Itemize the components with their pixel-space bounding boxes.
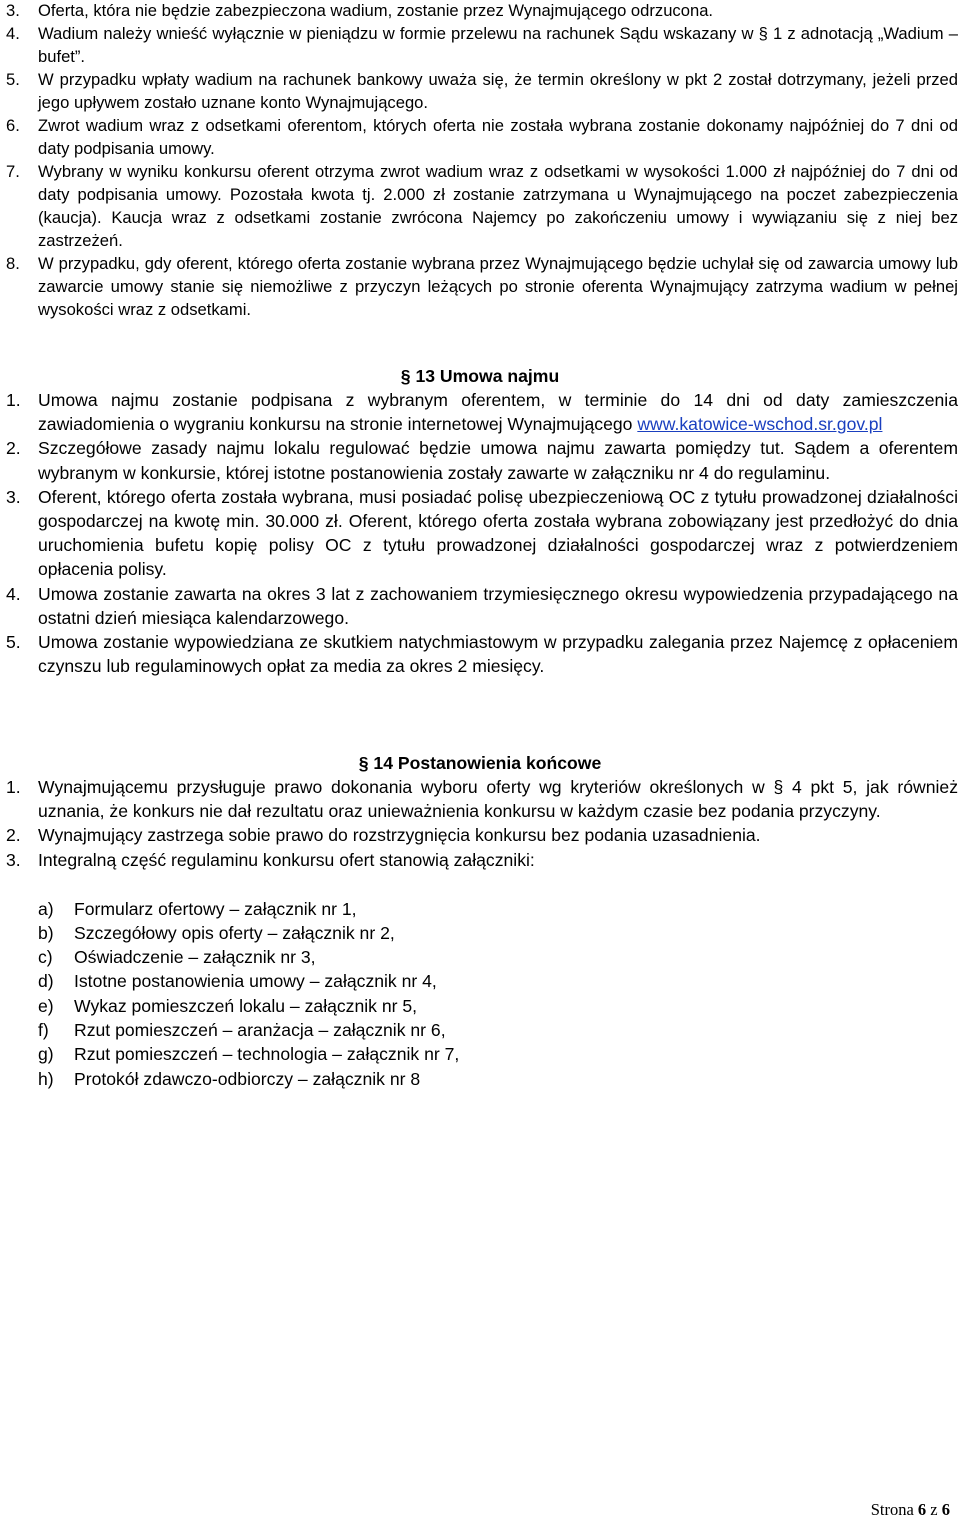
item-text: Wynajmujący zastrzega sobie prawo do rozstrzygnięcia konkursu bez podania uzasadnienia. [38,825,761,846]
attachment-letter: e) [38,996,54,1016]
item-text: Wynajmującemu przysługuje prawo dokonania wyboru oferty wg kryteriów określonych w § 4 pkt 5, jak również uznania, że konkurs nie dał rezultatu oraz unieważnienia konkursu w każdym czasie bez podania przyczyny. [38,777,958,822]
list-item [0,388,958,436]
item-text: Wadium należy wnieść wyłącznie w pieniądzu w formie przelewu na rachunek Sądu wskazany w § 1 z adnotacją „Wadium – bufet”. [38,24,958,66]
item-text: W przypadku, gdy oferent, którego oferta zostanie wybrana przez Wynajmującego będzie uchylał się od zawarcia umowy lub zawarcie umowy stanie się niemożliwe z przyczyn leżących po stronie oferenta Wynajmujący zatrzyma wadium w pełnej wysokości wraz z odsetkami. [38,254,958,319]
attachment-item [38,1067,420,1091]
list-item [0,848,958,872]
list-item [0,582,958,630]
item-text: Oferent, którego oferta została wybrana, musi posiadać polisę ubezpieczeniową OC z tytułu prowadzonej działalności gospodarczej na kwotę min. 30.000 zł. Oferent, którego oferta została wybrana zobowiązany jest przedłożyć do dnia uruchomienia bufetu kopię polisy OC z tytułu prowadzonej działalności gospodarczej wraz z potwierdzeniem opłacenia polisy. [38,486,958,580]
item-text: Umowa zostanie wypowiedziana ze skutkiem natychmiastowym w przypadku zalegania przez Najemcę z opłaceniem czynszu lub regulaminowych opłat za media za okres 2 miesięcy. [38,632,958,677]
attachment-item [38,969,437,993]
item-text: Wybrany w wyniku konkursu oferent otrzyma zwrot wadium wraz z odsetkami w wysokości 1.000 zł najpóźniej do 7 dni od daty podpisania umowy. Pozostała kwota tj. 2.000 zł zostanie zatrzymana u Wynajmującego na poczet zabezpieczenia (kaucja). Kaucja wraz z odsetkami zostanie zwrócona Najemcy po zakończeniu umowy i wywiązaniu się z niej bez zastrzeżeń. [38,162,958,250]
item-text: Oferta, która nie będzie zabezpieczona wadium, zostanie przez Wynajmującego odrzucona. [38,1,714,20]
item-text: Zwrot wadium wraz z odsetkami oferentom, których oferta nie została wybrana zostanie dokonamy najpóźniej do 7 dni od daty podpisania umowy. [38,116,958,158]
item-number: 2. [6,825,21,846]
section-14-heading: § 14 Postanowienia końcowe [358,753,602,773]
website-link[interactable]: www.katowice-wschod.sr.gov.pl [637,414,883,435]
list-item [0,114,958,160]
attachment-letter: g) [38,1044,54,1064]
item-number: 5. [6,632,21,653]
attachment-item [38,1042,459,1066]
section-wadium-list [0,0,960,321]
attachment-text: Rzut pomieszczeń – aranżacja – załącznik nr 6, [74,1020,446,1040]
attachment-item [38,945,316,969]
attachment-item [38,897,357,921]
list-item [0,68,958,114]
item-number: 1. [6,777,21,797]
item-text: Integralną część regulaminu konkursu ofert stanowią załączniki: [38,849,535,870]
attachment-letter: h) [38,1069,54,1089]
item-text: W przypadku wpłaty wadium na rachunek bankowy uważa się, że termin określony w pkt 2 został dotrzymany, jeżeli przed jego upływem zostało uznane konto Wynajmującego. [38,70,958,112]
attachment-text: Formularz ofertowy – załącznik nr 1, [74,899,357,919]
attachment-text: Istotne postanowienia umowy – załącznik nr 4, [74,971,437,991]
attachment-item [38,921,395,945]
item-number: 6. [6,116,20,135]
list-item [0,160,958,252]
item-number: 7. [6,162,20,181]
item-text: Umowa zostanie zawarta na okres 3 lat z zachowaniem trzymiesięcznego okresu wypowiedzenia przypadającego na ostatni dzień miesiąca kalendarzowego. [38,583,958,628]
item-number: 4. [6,24,20,43]
item-number: 5. [6,70,20,89]
item-number: 8. [6,254,20,273]
attachment-item [38,994,417,1018]
item-number: 2. [6,438,21,459]
page-number-footer [871,1500,950,1520]
list-item [0,436,958,484]
attachment-letter: b) [38,923,54,943]
page-total: 6 [941,1500,950,1519]
list-item [0,0,958,22]
section-13-heading: § 13 Umowa najmu [400,366,560,386]
list-item [0,775,958,823]
page-current: 6 [917,1500,927,1519]
list-item [0,630,958,678]
list-item [0,252,958,321]
attachment-text: Oświadczenie – załącznik nr 3, [74,947,316,967]
list-item [0,823,958,847]
list-item [0,485,958,582]
item-number: 3. [6,849,21,870]
item-number: 3. [6,486,21,507]
item-number: 3. [6,1,20,20]
attachment-text: Szczegółowy opis oferty – załącznik nr 2, [74,923,395,943]
section-13-list [0,388,960,678]
page-label: Strona [870,1500,914,1519]
attachment-letter: d) [38,971,54,991]
attachment-item [38,1018,446,1042]
item-number: 4. [6,583,21,604]
attachment-letter: a) [38,899,54,919]
item-number: 1. [6,390,21,410]
attachment-text: Wykaz pomieszczeń lokalu – załącznik nr 5, [74,996,418,1016]
page-separator: z [930,1500,938,1519]
list-item [0,22,958,68]
attachment-letter: f) [38,1020,49,1040]
item-text: Umowa najmu zostanie podpisana z wybranym oferentem, w terminie do 14 dni od daty zamieszczenia zawiadomienia o wygraniu konkursu na stronie internetowej Wynajmującego [38,390,958,435]
attachment-text: Rzut pomieszczeń – technologia – załącznik nr 7, [74,1044,460,1064]
attachment-letter: c) [38,947,53,967]
item-text: Szczegółowe zasady najmu lokalu regulować będzie umowa najmu zawarta pomiędzy tut. Sądem a oferentem wybranym w konkursie, której istotne postanowienia zostały zawarte w załączniku nr 4 do regulaminu. [38,438,958,483]
section-14-list [0,775,960,872]
attachment-text: Protokół zdawczo-odbiorczy – załącznik nr 8 [74,1069,421,1089]
